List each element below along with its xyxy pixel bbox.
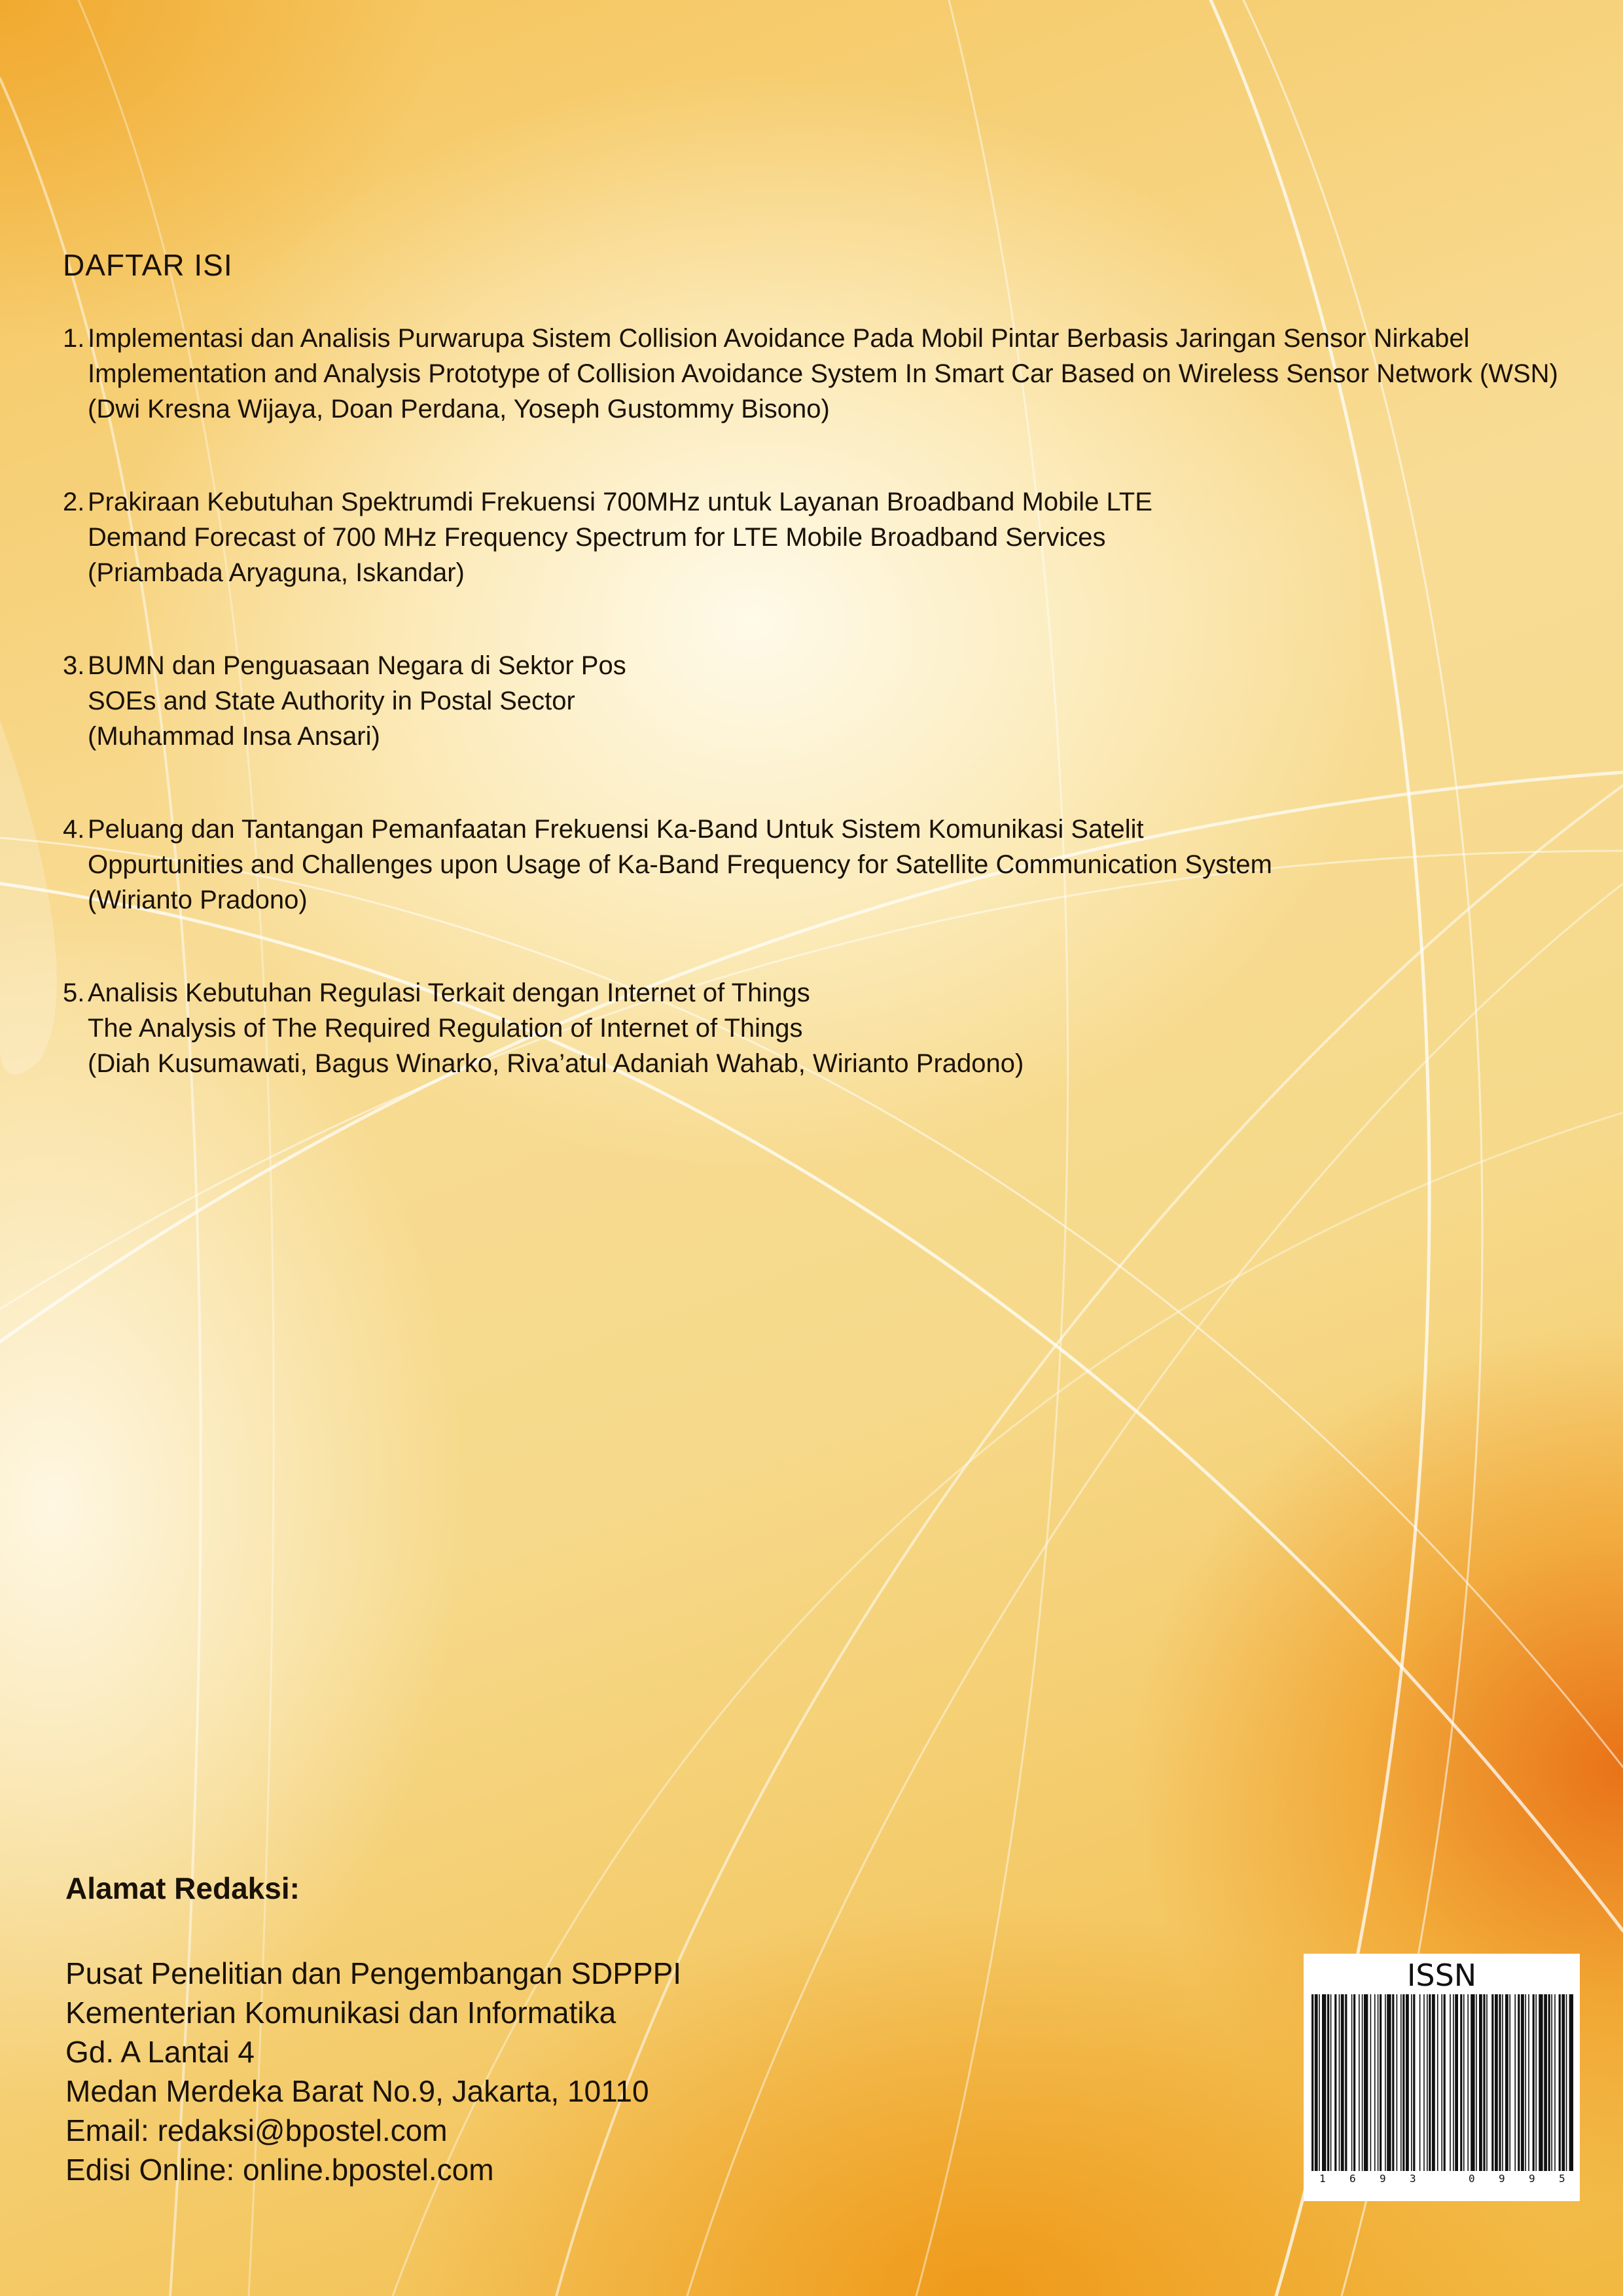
barcode-bar [1561,1994,1565,2171]
barcode-bar [1380,1994,1382,2171]
barcode-digit: 6 [1349,2172,1356,2185]
address-line-building: Gd. A Lantai 4 [65,2035,255,2069]
toc-entry-title-en: Demand Forecast of 700 MHz Frequency Spectrum for LTE Mobile Broadband Services [88,523,1106,552]
barcode-bar [1327,1994,1329,2171]
barcode-bar [1330,1994,1332,2171]
toc-entry-number: 2. [63,488,85,516]
barcode-bar [1345,1994,1347,2171]
barcode-bar [1544,1994,1547,2171]
toc-entry-5 [63,975,1568,1081]
barcode-bar [1486,1994,1488,2171]
barcode-bar [1413,1994,1415,2171]
toc-entry-title-en: SOEs and State Authority in Postal Sector [88,687,575,715]
toc-entry-1 [63,321,1568,427]
barcode-bar [1495,1994,1498,2171]
barcode-bar [1423,1994,1425,2171]
barcode-bar [1491,1994,1493,2171]
barcode-bar [1467,1994,1469,2171]
toc-entry-number: 1. [63,324,85,353]
barcode-bar [1429,1994,1431,2171]
address-line-institution: Pusat Penelitian dan Pengembangan SDPPPI [65,1956,682,1990]
barcode-bar [1351,1994,1353,2171]
toc-entry-title-id: BUMN dan Penguasaan Negara di Sektor Pos [88,651,626,680]
barcode-bar [1548,1994,1550,2171]
barcode-bar [1499,1994,1501,2171]
toc-entry-authors: (Wirianto Pradono) [88,886,308,914]
barcode-bar [1339,1994,1340,2171]
barcode-bar [1411,1994,1412,2171]
barcode-bar [1551,1994,1552,2171]
toc-entry-authors: (Priambada Aryaguna, Iskandar) [88,558,465,587]
barcode-bar [1315,1994,1318,2171]
barcode-bar [1463,1994,1465,2171]
address-label: Alamat Redaksi: [65,1871,300,1905]
barcode-digit: 9 [1529,2172,1535,2185]
toc-entry-title-en: Oppurtunities and Challenges upon Usage of Ka-Band Frequency for Satellite Communication System [88,850,1272,879]
barcode-bar [1353,1994,1355,2171]
barcode-bar [1397,1994,1398,2171]
toc-entry-authors: (Muhammad Insa Ansari) [88,722,380,751]
barcode-bar [1311,1994,1313,2171]
editorial-address [65,1869,681,2189]
barcode-bar [1521,1994,1524,2171]
toc-entry-title-id: Peluang dan Tantangan Pemanfaatan Frekuensi Ka-Band Untuk Sistem Komunikasi Satelit [88,815,1144,844]
toc-entry-4 [63,812,1568,918]
address-line-ministry: Kementerian Komunikasi dan Informatika [65,1996,616,2030]
barcode-bar [1319,1994,1320,2171]
barcode-digit: 9 [1380,2172,1386,2185]
barcode-bar [1559,1994,1561,2171]
barcode-icon [1310,1994,1573,2171]
issn-barcode-box [1304,1954,1580,2201]
barcode-bar [1502,1994,1503,2171]
address-line-website: Edisi Online: online.bpostel.com [65,2153,494,2187]
barcode-digit: 3 [1410,2172,1416,2185]
toc-entry-title-id: Analisis Kebutuhan Regulasi Terkait dengan Internet of Things [88,978,810,1007]
barcode-bar [1554,1994,1556,2171]
barcode-bar [1509,1994,1510,2171]
barcode-bar [1385,1994,1386,2171]
barcode-bar [1400,1994,1402,2171]
barcode-bar [1525,1994,1526,2171]
toc-entry-number: 5. [63,978,85,1007]
barcode-bar [1419,1994,1421,2171]
barcode-bar [1444,1994,1446,2171]
toc-list [63,321,1568,1139]
barcode-digits [1310,2172,1573,2192]
barcode-bar [1533,1994,1535,2171]
barcode-bar [1528,1994,1529,2171]
barcode-bar [1432,1994,1435,2171]
address-line-email: Email: redaksi@bpostel.com [65,2113,448,2147]
barcode-bar [1370,1994,1372,2171]
barcode-bar [1460,1994,1462,2171]
toc-entry-title-id: Implementasi dan Analisis Purwarupa Sistem Collision Avoidance Pada Mobil Pintar Berbasis Jaringan Sensor Nirkabel [88,324,1470,353]
barcode-bar [1427,1994,1428,2171]
barcode-bar [1334,1994,1336,2171]
barcode-bar [1359,1994,1360,2171]
barcode-bar [1437,1994,1438,2171]
barcode-bar [1535,1994,1537,2171]
toc-entry-2 [63,484,1568,590]
toc-entry-title-id: Prakiraan Kebutuhan Spektrumdi Frekuensi 700MHz untuk Layanan Broadband Mobile LTE [88,488,1152,516]
barcode-bar [1455,1994,1458,2171]
barcode-bar [1569,1994,1573,2171]
issn-label: ISSN [1406,1958,1477,1993]
barcode-digit: 5 [1559,2172,1565,2185]
barcode-bar [1450,1994,1451,2171]
toc-heading: DAFTAR ISI [63,248,233,282]
barcode-bar [1402,1994,1404,2171]
barcode-bar [1341,1994,1344,2171]
barcode-bar [1378,1994,1379,2171]
barcode-bar [1539,1994,1543,2171]
barcode-digit: 0 [1469,2172,1475,2185]
barcode-digit: 9 [1499,2172,1505,2185]
toc-entry-number: 3. [63,651,85,680]
barcode-bar [1406,1994,1409,2171]
barcode-bar [1374,1994,1376,2171]
toc-entry-number: 4. [63,815,85,844]
barcode-bar [1471,1994,1474,2171]
barcode-bar [1505,1994,1508,2171]
barcode-bar [1476,1994,1477,2171]
toc-entry-title-en: Implementation and Analysis Prototype of Collision Avoidance System In Smart Car Based on Wireless Sensor Network (WSN) [88,359,1558,388]
toc-entry-authors: (Diah Kusumawati, Bagus Winarko, Riva’atul Adaniah Wahab, Wirianto Pradono) [88,1049,1024,1078]
barcode-bar [1387,1994,1391,2171]
barcode-bar [1392,1994,1394,2171]
toc-entry-authors: (Dwi Kresna Wijaya, Doan Perdana, Yoseph Gustommy Bisono) [88,395,830,423]
toc-entry-3 [63,648,1568,754]
barcode-bar [1453,1994,1454,2171]
toc-entry-title-en: The Analysis of The Required Regulation of Internet of Things [88,1014,803,1043]
barcode-bar [1364,1994,1368,2171]
barcode-bar [1362,1994,1363,2171]
barcode-bar [1441,1994,1442,2171]
barcode-bar [1514,1994,1516,2171]
barcode-bar [1322,1994,1326,2171]
barcode-bar [1518,1994,1520,2171]
barcode-bar [1479,1994,1482,2171]
barcode-bar [1566,1994,1567,2171]
barcode-bar [1483,1994,1485,2171]
address-line-street: Medan Merdeka Barat No.9, Jakarta, 10110 [65,2074,649,2108]
barcode-digit: 1 [1319,2172,1326,2185]
